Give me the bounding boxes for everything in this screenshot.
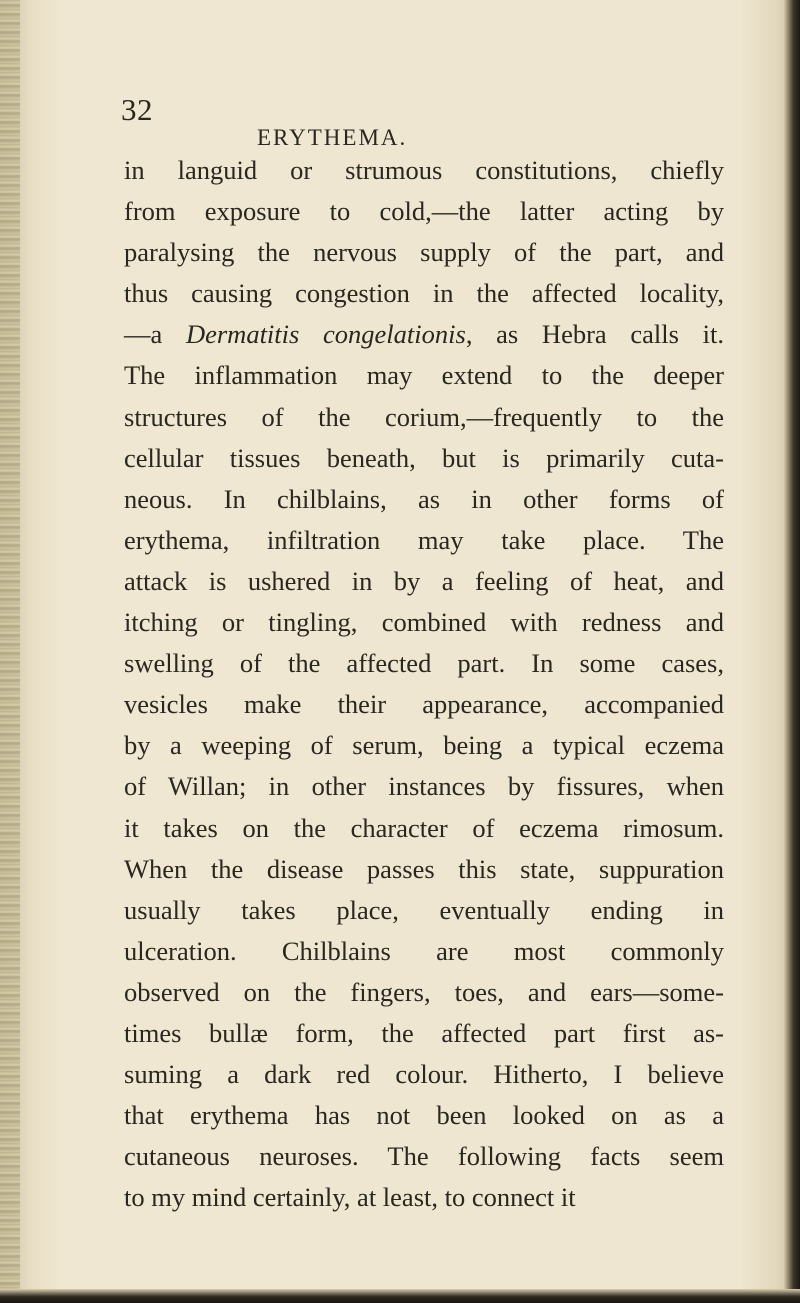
text-line: structures of the corium,—frequently to the [124,401,724,432]
text-line: erythema, infiltration may take place. The [124,524,724,555]
text-line: The inflammation may extend to the deeper [124,360,724,391]
text-line: that erythema has not been looked on as a [124,1100,724,1131]
text-line: from exposure to cold,—the latter acting by [124,196,724,227]
body-text [124,150,724,1218]
text-line: swelling of the affected part. In some cases, [124,648,724,679]
page-gutter-edge [0,0,20,1303]
page-number: 32 [121,92,153,127]
text-line: usually takes place, eventually ending in [124,894,724,925]
text-line: paralysing the nervous supply of the part, and [124,237,724,268]
page-right-edge [784,0,800,1303]
text-line: by a weeping of serum, being a typical eczema [124,730,724,761]
text-line: vesicles make their appearance, accompanied [124,689,724,720]
text-run: , as Hebra calls it. [465,319,724,350]
text-line: of Willan; in other instances by fissures, when [124,771,724,802]
text-line [124,314,724,355]
text-line: times bullæ form, the affected part first as- [124,1017,724,1048]
italic-term: Dermatitis congelationis [185,319,466,350]
text-line: in languid or strumous constitutions, chiefly [124,155,724,185]
text-line: itching or tingling, combined with redness and [124,607,724,638]
text-line: observed on the fingers, toes, and ears—some- [124,976,724,1007]
page-bottom-edge [0,1289,800,1303]
text-line: attack is ushered in by a feeling of heat, and [124,565,724,596]
text-line: ulceration. Chilblains are most commonly [124,935,724,966]
text-line: to my mind certainly, at least, to connect it [124,1182,576,1213]
text-line: cellular tissues beneath, but is primarily cuta- [124,442,724,473]
text-line: When the disease passes this state, suppuration [124,853,724,884]
running-head: ERYTHEMA. [257,125,408,150]
text-line: thus causing congestion in the affected locality, [124,278,724,309]
text-line: it takes on the character of eczema rimosum. [124,812,724,843]
text-line: cutaneous neuroses. The following facts seem [124,1141,724,1172]
text-line: neous. In chilblains, as in other forms of [124,483,724,514]
text-line: suming a dark red colour. Hitherto, I believe [124,1059,724,1090]
text-run: —a [124,319,186,350]
